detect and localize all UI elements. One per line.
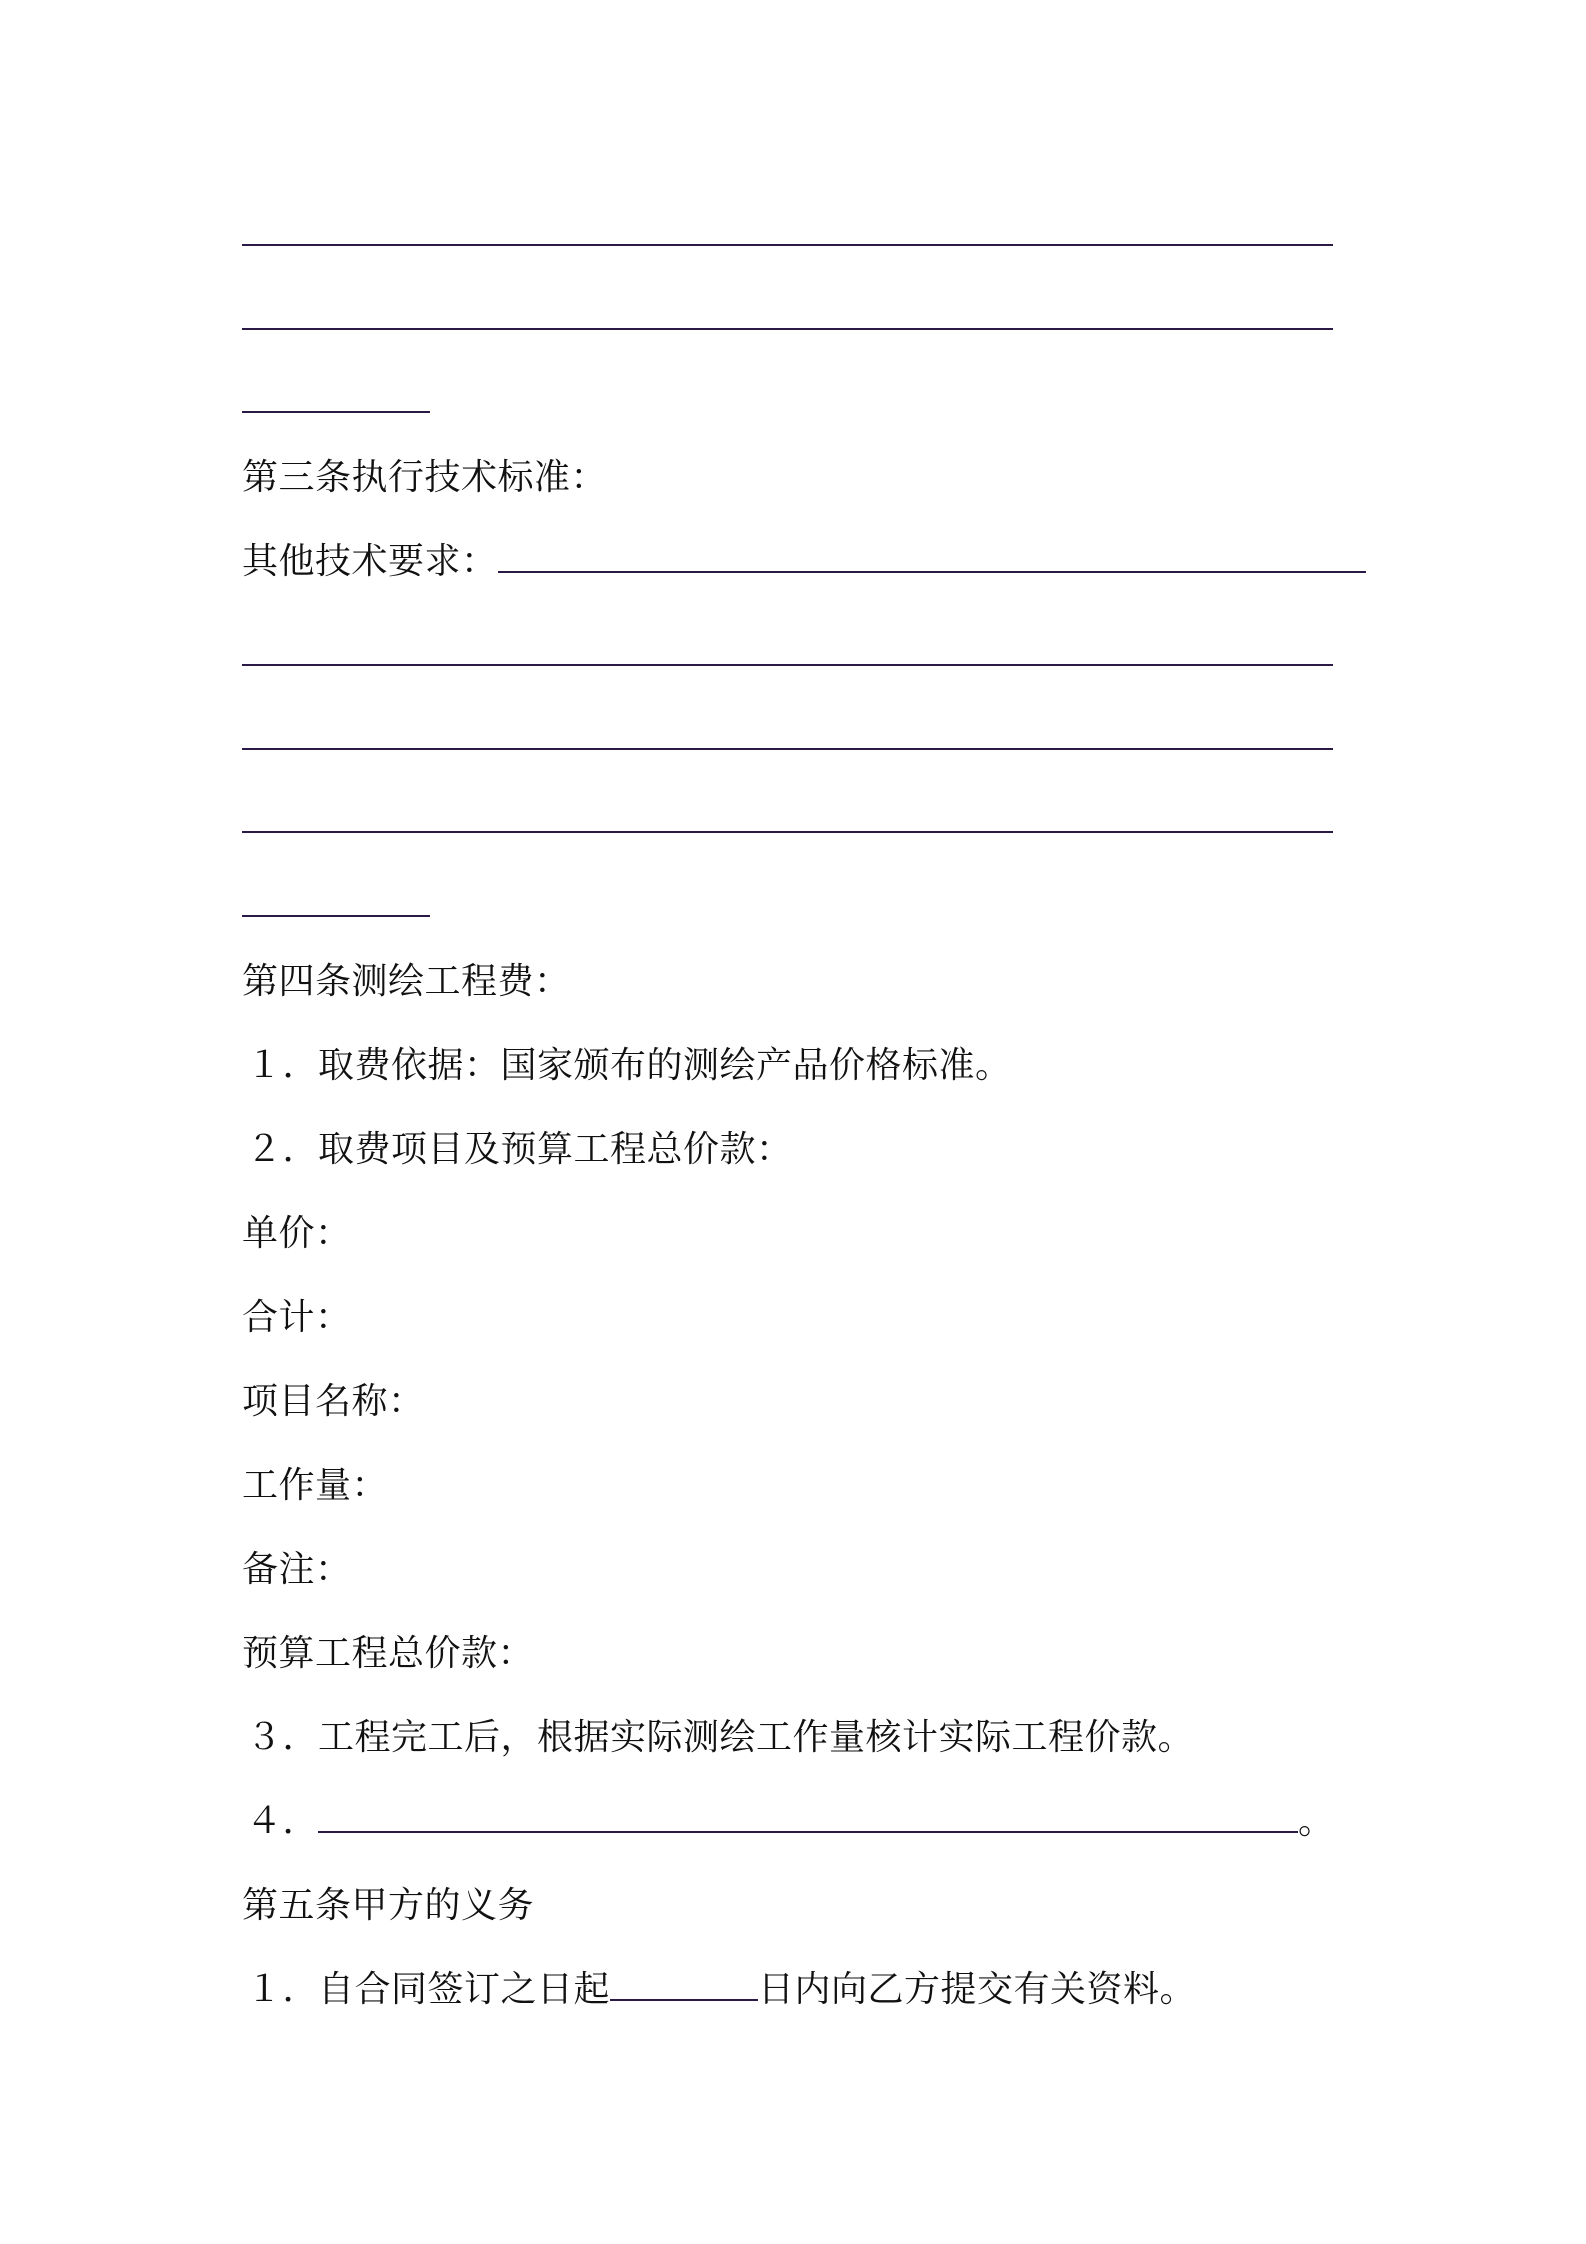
fill-in-blank-line[interactable] — [242, 411, 430, 413]
fee-items-item — [242, 1126, 793, 1174]
other-requirements-row — [242, 538, 1366, 586]
final-price-item — [242, 1714, 1194, 1762]
custom-clause-item — [242, 1798, 1335, 1846]
other-requirements-blank[interactable] — [498, 541, 1366, 573]
list-number: ３． — [246, 1717, 320, 1758]
submit-materials-pre: 自合同签订之日起 — [318, 1969, 611, 2010]
project-name-label: 项目名称： — [242, 1381, 425, 1422]
custom-clause-blank[interactable] — [318, 1801, 1298, 1833]
days-blank[interactable] — [610, 1969, 758, 2001]
fill-in-blank-line[interactable] — [242, 328, 1333, 330]
custom-clause-end: 。 — [1298, 1801, 1335, 1842]
fee-basis-text: 取费依据：国家颁布的测绘产品价格标准。 — [318, 1045, 1012, 1086]
fill-in-blank-line[interactable] — [242, 831, 1333, 833]
remarks-label: 备注： — [242, 1549, 352, 1590]
list-number: ２． — [246, 1129, 320, 1170]
list-number: １． — [246, 1045, 320, 1086]
list-number: ４． — [246, 1801, 320, 1842]
submit-materials-post: 日内向乙方提交有关资料。 — [758, 1969, 1197, 2010]
workload-label: 工作量： — [242, 1465, 389, 1506]
budget-total-label: 预算工程总价款： — [242, 1633, 535, 1674]
article-3-heading: 第三条执行技术标准： — [242, 457, 608, 498]
fill-in-blank-line[interactable] — [242, 244, 1333, 246]
fill-in-blank-line[interactable] — [242, 915, 430, 917]
fill-in-blank-line[interactable] — [242, 664, 1333, 666]
fee-basis-item — [242, 1042, 1012, 1090]
unit-price-label: 单价： — [242, 1213, 352, 1254]
fill-in-blank-line[interactable] — [242, 748, 1333, 750]
other-requirements-label: 其他技术要求： — [242, 541, 498, 582]
article-4-heading: 第四条测绘工程费： — [242, 961, 571, 1002]
submit-materials-item — [242, 1966, 1196, 2014]
total-label: 合计： — [242, 1297, 352, 1338]
fee-items-text: 取费项目及预算工程总价款： — [318, 1129, 793, 1170]
list-number: １． — [246, 1969, 320, 2010]
article-5-heading: 第五条甲方的义务 — [242, 1885, 535, 1926]
final-price-text: 工程完工后，根据实际测绘工作量核计实际工程价款。 — [318, 1717, 1195, 1758]
